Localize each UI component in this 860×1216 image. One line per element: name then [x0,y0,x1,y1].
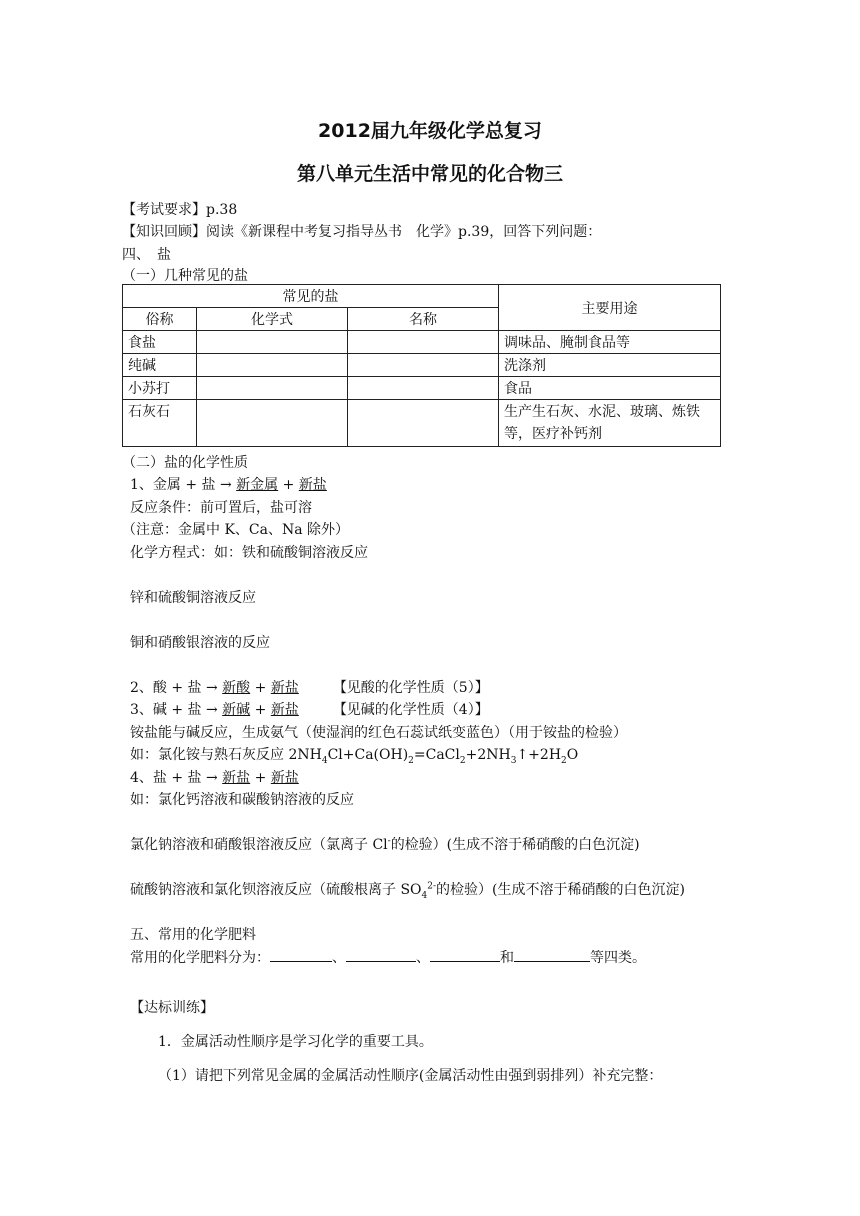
cell-nickname: 食盐 [123,331,197,354]
property-4: 4、盐 + 盐 → 新盐 + 新盐 [130,770,299,786]
section-five-heading: 五、常用的化学肥料 [130,927,256,943]
cell-formula [197,354,348,377]
cell-name [348,331,499,354]
property-1: 1、金属 + 盐 → 新金属 + 新盐 [130,477,327,493]
salt-salt-example: 如：氯化钙溶液和碳酸钠溶液的反应 [130,792,354,808]
common-salts-table [122,284,721,447]
property-2: 2、酸 + 盐 → 新酸 + 新盐 【见酸的化学性质（5）】 [130,680,489,696]
question-1-part-1: （1）请把下列常见金属的金属活动性顺序(金属活动性由强到弱排列）补充完整： [158,1068,663,1084]
section-four-heading: 四、 盐 [122,247,171,263]
zinc-reaction: 锌和硫酸铜溶液反应 [130,590,256,606]
chloride-test: 氯化钠溶液和硝酸银溶液反应（氯离子 Cl-的检验）(生成不溶于稀硝酸的白色沉淀) [130,836,640,853]
drill-heading: 【达标训练】 [130,1000,214,1016]
cell-nickname: 石灰石 [123,400,197,447]
answer-new-salt: 新盐 [298,477,327,493]
cell-use: 调味品、腌制食品等 [499,331,721,354]
cell-nickname: 纯碱 [123,354,197,377]
table-header-formula: 化学式 [197,308,348,331]
exam-requirement: 【考试要求】p.38 [122,202,238,218]
subsection-common-salts: （一）几种常见的盐 [122,268,248,284]
cell-nickname: 小苏打 [123,377,197,400]
fertilizer-blank-1[interactable] [270,947,332,962]
subsection-salt-properties: （二）盐的化学性质 [122,455,248,471]
fertilizer-question: 常用的化学肥料分为： 、 、 和 等四类。 [130,947,646,967]
cell-name [348,354,499,377]
property-3: 3、碱 + 盐 → 新碱 + 新盐 【见碱的化学性质（4）】 [130,702,489,718]
table-group-header: 常见的盐 [123,285,499,308]
fertilizer-blank-3[interactable] [430,947,500,962]
table-row [123,354,721,377]
cell-use: 食品 [499,377,721,400]
equation-intro: 化学方程式：如：铁和硫酸铜溶液反应 [130,545,368,561]
metal-note: （注意：金属中 K、Ca、Na 除外） [122,522,350,538]
knowledge-review: 【知识回顾】阅读《新课程中考复习指导丛书 化学》p.39，回答下列问题： [122,224,602,240]
ammonium-note: 铵盐能与碱反应，生成氨气（使湿润的红色石蕊试纸变蓝色）（用于铵盐的检验） [130,725,627,741]
fertilizer-blank-4[interactable] [514,947,590,962]
table-header-name: 名称 [348,308,499,331]
sulfate-test: 硫酸钠溶液和氯化钡溶液反应（硫酸根离子 $SO_4^{2-}$的检验）(生成不溶于稀硝酸的白色沉淀) [130,881,685,901]
table-header-use: 主要用途 [499,285,721,331]
question-1: 1．金属活动性顺序是学习化学的重要工具。 [158,1034,433,1050]
cell-use: 生产生石灰、水泥、玻璃、炼铁等，医疗补钙剂 [499,400,721,447]
table-row [123,331,721,354]
reaction-condition: 反应条件：前可置后，盐可溶 [130,500,312,516]
copper-reaction: 铜和硝酸银溶液的反应 [130,635,270,651]
fertilizer-blank-2[interactable] [346,947,416,962]
cell-formula [197,400,348,447]
page-title: 2012届九年级化学总复习 [318,120,542,142]
table-header-nickname: 俗称 [123,308,197,331]
table-row [123,377,721,400]
cell-name [348,377,499,400]
cell-name [348,400,499,447]
ammonium-equation: 如：氯化铵与熟石灰反应 $2NH_4Cl+Ca(OH)_2=CaCl_2+2NH_3↑+2H_2O$ [130,747,579,766]
cell-use: 洗涤剂 [499,354,721,377]
cell-formula [197,377,348,400]
page-subtitle: 第八单元生活中常见的化合物三 [296,163,563,185]
cell-formula [197,331,348,354]
answer-new-metal: 新金属 [236,477,279,493]
table-row [123,400,721,447]
